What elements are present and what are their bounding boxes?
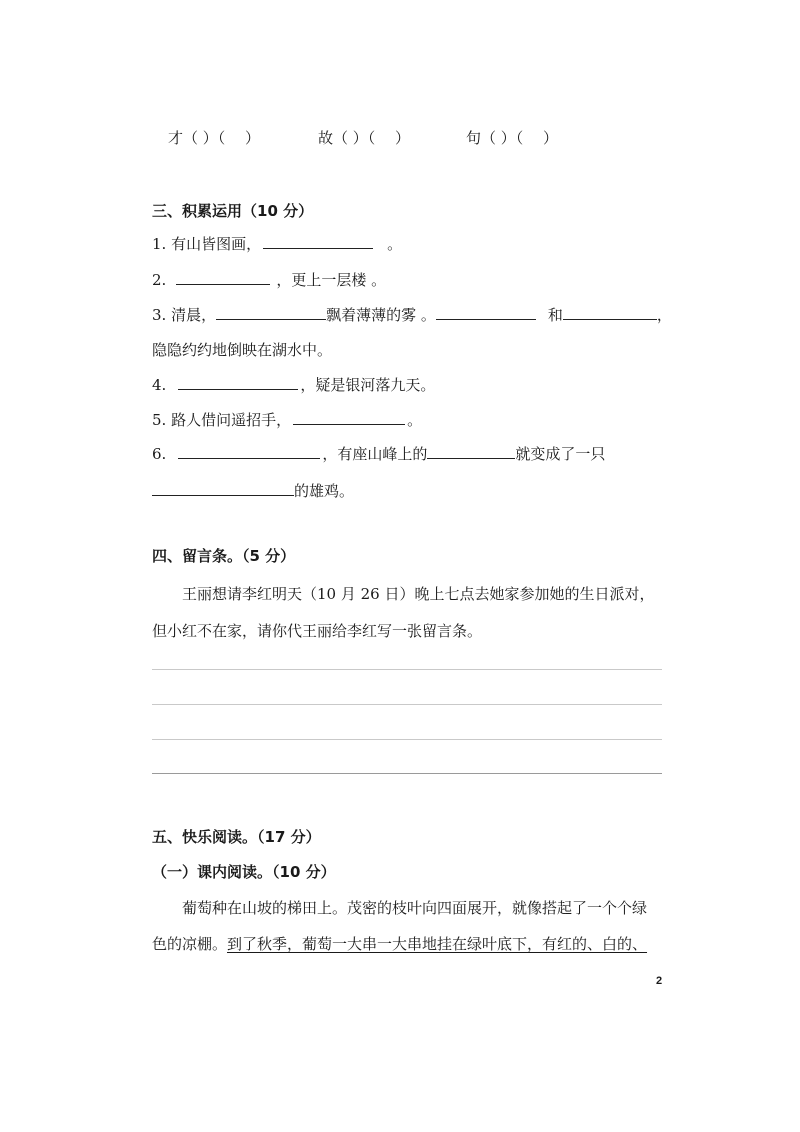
question-3: 3. 清晨， 飘着薄薄的雾 。 和 ， — [152, 306, 672, 324]
question-3-line2: 隐隐约约地倒映在湖水中。 — [152, 341, 333, 359]
answer-blank-4[interactable] — [178, 375, 298, 390]
answer-blank-6a[interactable] — [178, 444, 320, 459]
reading-para-line2: 色的凉棚。到了秋季，葡萄一大串一大串地挂在绿叶底下，有红的、白的、 — [152, 935, 648, 953]
answer-blank-6b[interactable] — [427, 444, 515, 459]
writing-line-4[interactable] — [152, 773, 662, 774]
question-4: 4. ，疑是银河落九天。 — [152, 376, 436, 394]
answer-blank-6c[interactable] — [152, 481, 294, 496]
answer-blank-1[interactable] — [263, 234, 373, 249]
char-row — [168, 128, 260, 148]
question-2: 2. ，更上一层楼 。 — [152, 271, 387, 289]
section5-title: 五、快乐阅读。（17 分） — [152, 828, 321, 846]
char-item-2: 故（ ）（ ） — [318, 129, 411, 147]
char-item-3: 句（ ）（ ） — [466, 129, 559, 147]
underlined-sentence: 到了秋季，葡萄一大串一大串地挂在绿叶底下，有红的、白的、 — [227, 935, 648, 953]
section3-title: 三、积累运用（10 分） — [152, 202, 314, 220]
answer-blank-5[interactable] — [293, 410, 405, 425]
section4-title: 四、留言条。（5 分） — [152, 547, 296, 565]
writing-line-1[interactable] — [152, 669, 662, 670]
question-1: 1. 有山皆图画， 。 — [152, 235, 403, 253]
section4-prompt-line1: 王丽想请李红明天（10 月 26 日）晚上七点去她家参加她的生日派对， — [182, 585, 655, 603]
writing-line-3[interactable] — [152, 739, 662, 740]
section5-sub1-title: （一）课内阅读。（10 分） — [152, 863, 336, 881]
question-6: 6. ，有座山峰上的 就变成了一只 — [152, 445, 606, 463]
reading-para-line1: 葡萄种在山坡的梯田上。茂密的枝叶向四面展开，就像搭起了一个个绿 — [182, 899, 648, 917]
question-5: 5. 路人借问遥招手， 。 — [152, 411, 423, 429]
page-number: 2 — [656, 975, 663, 987]
answer-blank-2[interactable] — [176, 270, 270, 285]
answer-blank-3b[interactable] — [436, 305, 536, 320]
question-6-line2: 的雄鸡。 — [152, 481, 354, 501]
section4-prompt-line2: 但小红不在家，请你代王丽给李红写一张留言条。 — [152, 622, 483, 640]
answer-blank-3c[interactable] — [563, 305, 657, 320]
char-item-1: 才（ ）（ ） — [168, 129, 261, 147]
writing-line-2[interactable] — [152, 704, 662, 705]
answer-blank-3a[interactable] — [216, 305, 326, 320]
